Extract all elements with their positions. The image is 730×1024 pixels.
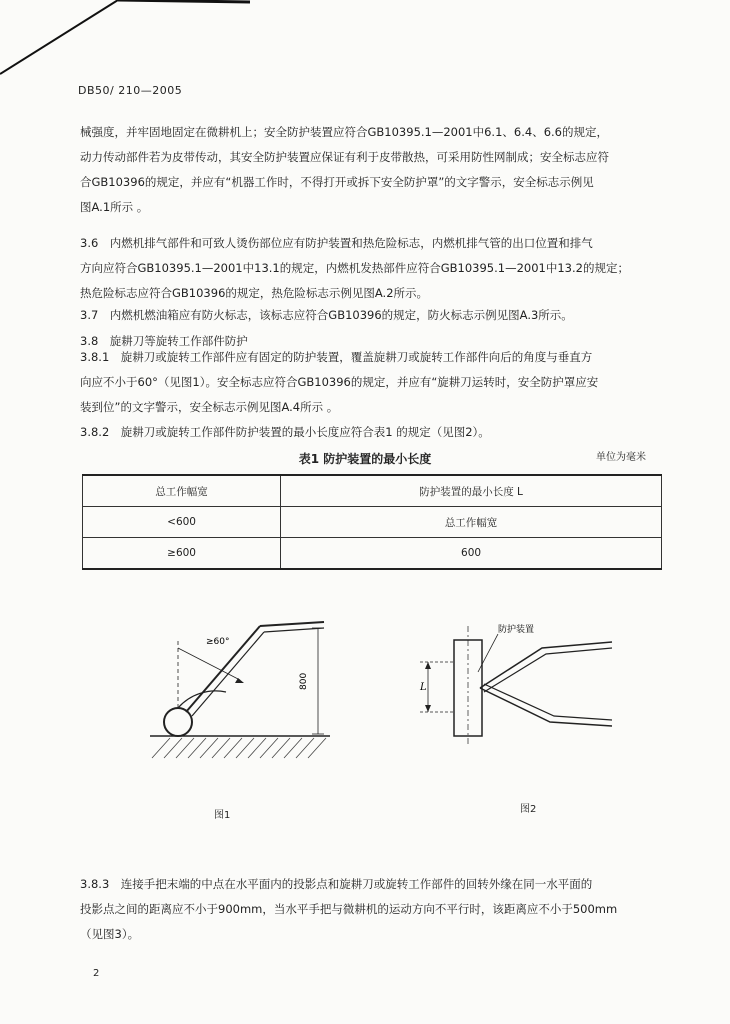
table-cell: ≥600 [83,538,281,570]
clause-3-8-3 [80,872,660,947]
text-line: 热危险标志应符合GB10396的规定，热危险标志示例见图A.2所示。 [80,286,429,300]
figure-2-drawing [412,618,622,748]
table-cell: 总工作幅宽 [281,507,662,538]
clause-3-6 [80,231,660,306]
text-line: 械强度，并牢固地固定在微耕机上；安全防护装置应符合GB10395.1—2001中6.1、6.4、6.6的规定， [80,125,608,139]
text-line: 动力传动部件若为皮带传动，其安全防护装置应保证有利于皮带散热，可采用防性网制成；安全标志应符 [80,150,609,164]
clause-3-8-1 [80,345,660,420]
text-line: 3.8.3 连接手把末端的中点在水平面内的投影点和旋耕刀或旋转工作部件的回转外缘在同一水平面的 [80,877,593,891]
table-header-cell: 防护装置的最小长度 L [281,475,662,507]
figure-1-drawing [140,608,340,768]
table-header-cell: 总工作幅宽 [83,475,281,507]
text-line: 方向应符合GB10395.1—2001中13.1的规定，内燃机发热部件应符合GB10395.1—2001中13.2的规定； [80,261,629,275]
table-cell: 600 [281,538,662,570]
page-number: 2 [93,968,100,979]
table-header-row [83,475,662,507]
figure-1-caption: 图1 [214,810,231,821]
text-line: 3.8.1 旋耕刀或旋转工作部件应有固定的防护装置，覆盖旋耕刀或旋转工作部件向后的角度与垂直方 [80,350,593,364]
height-label: 800 [299,672,309,690]
table-title: 表1 防护装置的最小长度 [298,452,432,466]
clause-3-7: 3.7 内燃机燃油箱应有防火标志，该标志应符合GB10396的规定，防火标志示例见图A.3所示。 [80,308,573,322]
length-label: L [420,682,427,693]
angle-label: ≥60° [206,637,230,647]
guard-label: 防护装置 [498,625,535,635]
text-line: 投影点之间的距离应不小于900mm，当水平手把与微耕机的运动方向不平行时，该距离应不小于500mm [80,902,618,916]
scan-corner-artifact [0,0,260,80]
text-line: 合GB10396的规定，并应有“机器工作时，不得打开或拆下安全防护罩”的文字警示，安全标志示例见 [80,175,594,189]
text-line: 向应不小于60°（见图1）。安全标志应符合GB10396的规定，并应有“旋耕刀运转时，安全防护罩应安 [80,375,599,389]
guard-length-table [82,474,662,570]
text-line: 装到位”的文字警示，安全标志示例见图A.4所示 。 [80,400,339,414]
clause-3-8-heading: 3.8 旋耕刀等旋转工作部件防护 [80,334,248,348]
figure-2-caption: 图2 [520,804,537,815]
text-line: 3.6 内燃机排气部件和可致人烫伤部位应有防护装置和热危险标志，内燃机排气管的出口位置和排气 [80,236,593,250]
table-unit: 单位为毫米 [596,452,646,463]
table-cell: <600 [83,507,281,538]
text-line: 图A.1所示 。 [80,200,149,214]
table-row [83,507,662,538]
table-row [83,538,662,570]
clause-3-8-2: 3.8.2 旋耕刀或旋转工作部件防护装置的最小长度应符合表1 的规定（见图2）。 [80,425,490,439]
text-line: （见图3）。 [80,927,140,941]
document-id: DB50/ 210—2005 [78,84,183,97]
paragraph-3-5-continued [80,120,660,220]
